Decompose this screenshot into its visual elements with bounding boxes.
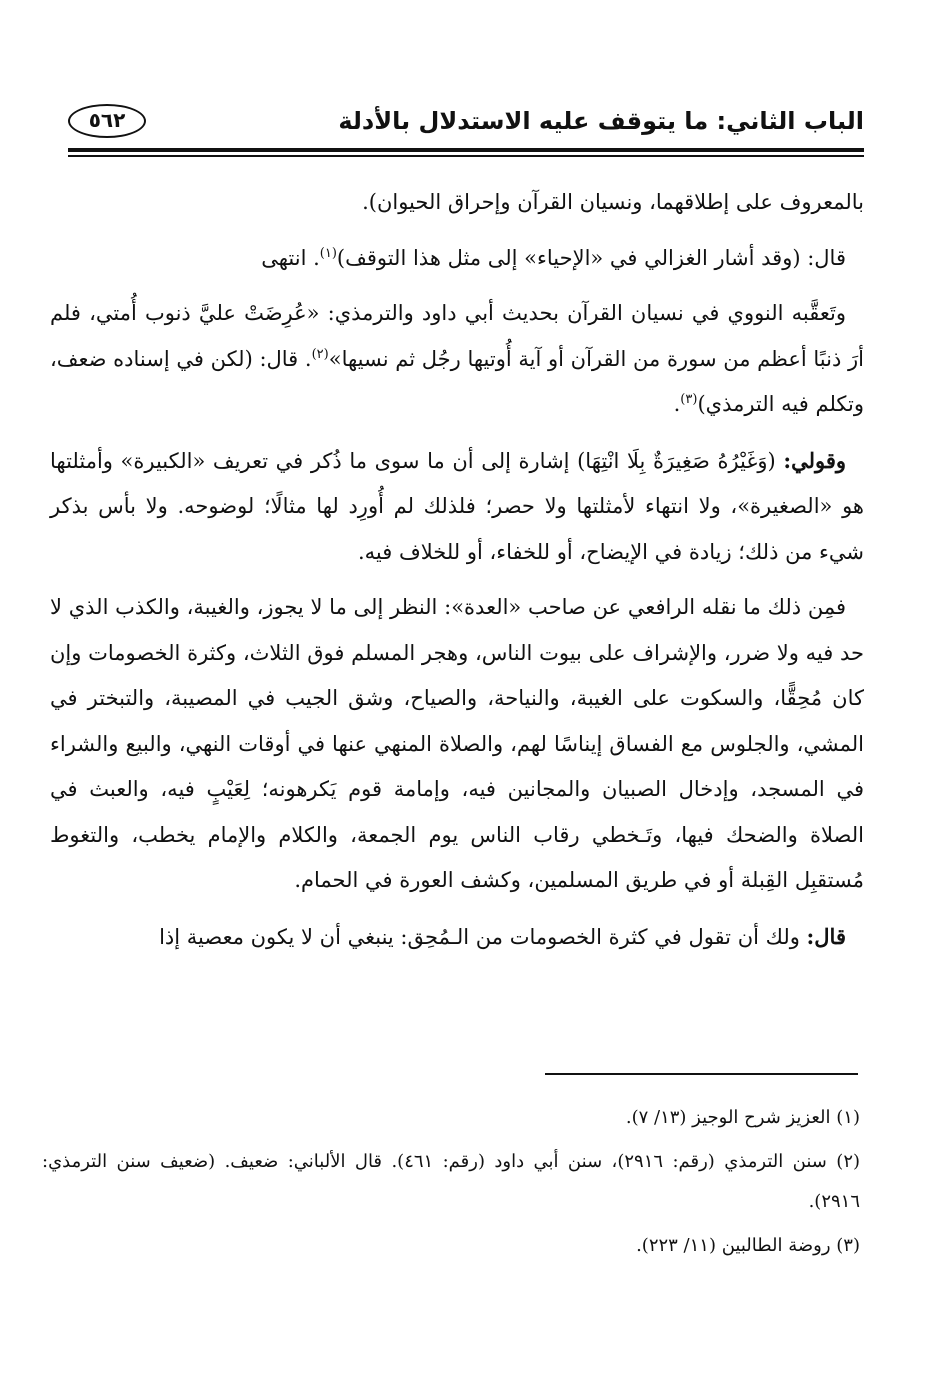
footnote-3: (٣) روضة الطالبين (١١/ ٢٢٣).	[636, 1235, 860, 1256]
paragraph-6: قال: ولك أن تقول في كثرة الخصومات من الـمُحِق: ينبغي أن لا يكون معصية إذا	[159, 923, 846, 949]
paragraph-1: بالمعروف على إطلاقهما، ونسيان القرآن وإحراق الحيوان).	[362, 190, 864, 214]
footnote-2: (٢) سنن الترمذي (رقم: ٢٩١٦)، سنن أبي داود (رقم: ٤٦١). قال الألباني: ضعيف. (ضعيف سنن الترمذي: ٢٩١٦).	[42, 1151, 861, 1212]
header-rule-thin	[68, 155, 864, 157]
paragraph-3: وتَعقَّبه النووي في نسيان القرآن بحديث أبي داود والترمذي: «عُرِضَتْ عليَّ ذنوب أُمتي، فلم أرَ ذنبًا أعظم من سورة من القرآن أو آية أُوتيها رجُل ثم نسيها»$^{(٢)}$. قال: (لكن في إسناده ضعف، وتكلم فيه الترمذي)$^{(٣)}$.	[50, 301, 864, 416]
paragraph-5: فمِن ذلك ما نقله الرافعي عن صاحب «العدة»: النظر إلى ما لا يجوز، والغيبة، والكذب الذي لا حد فيه ولا ضرر، والإشراف على بيوت الناس، وهجر المسلم فوق الثلاث، وكثرة الخصومات وإن كان مُحِقًّا، والسكوت على الغيبة، والنياحة، والصياح، وشق الجيب في المصيبة، والتبختر في المشي، والجلوس مع الفساق إيناسًا لهم، والصلاة المنهي عنها في أوقات النهي، والبيع والشراء في المسجد، وإدخال الصبيان والمجانين فيه، وإمامة قوم يَكرهونه؛ لِعَيْبٍ فيه، والعبث في الصلاة والضحك فيها، وتَـخطي رقاب الناس يوم الجمعة، والكلام والإمام يخطب، والتغوط مُستقبِل القِبلة أو في طريق المسلمين، وكشف العورة في الحمام.	[50, 595, 864, 892]
paragraph-2: قال: (وقد أشار الغزالي في «الإحياء» إلى مثل هذا التوقف)$^{(١)}$. انتهى	[261, 245, 846, 270]
chapter-title: الباب الثاني: ما يتوقف عليه الاستدلال بالأدلة	[338, 107, 864, 135]
footnote-ref-3: (٣)	[680, 392, 698, 407]
header-rule-thick	[68, 148, 864, 152]
footnote-separator	[545, 1073, 858, 1075]
footnote-1: (١) العزيز شرح الوجيز (١٣/ ٧).	[625, 1107, 860, 1128]
main-text	[50, 180, 864, 970]
footnotes	[42, 1098, 864, 1270]
paragraph-4: وقولي: (وَغَيْرُهُ صَغِيرَةٌ بِلَا انْتِهَا) إشارة إلى أن ما سوى ما ذُكر في تعريف «الكبيرة» وأمثلتها هو «الصغيرة»، ولا انتهاء لأمثلتها ولا حصر؛ فلذلك لم أُورِد لها مثالًا؛ لوضوحه. ولا بأس بذكر شيء من ذلك؛ زيادة في الإيضاح، أو للخفاء، أو للخلاف فيه.	[50, 447, 864, 564]
footnote-ref-1: (١)	[319, 245, 337, 261]
footnote-ref-2: (٢)	[311, 346, 329, 362]
lead-word: وقولي:	[783, 447, 846, 473]
page-number-badge: ٥٦٢	[68, 104, 146, 138]
lead-word: قال:	[806, 923, 846, 949]
